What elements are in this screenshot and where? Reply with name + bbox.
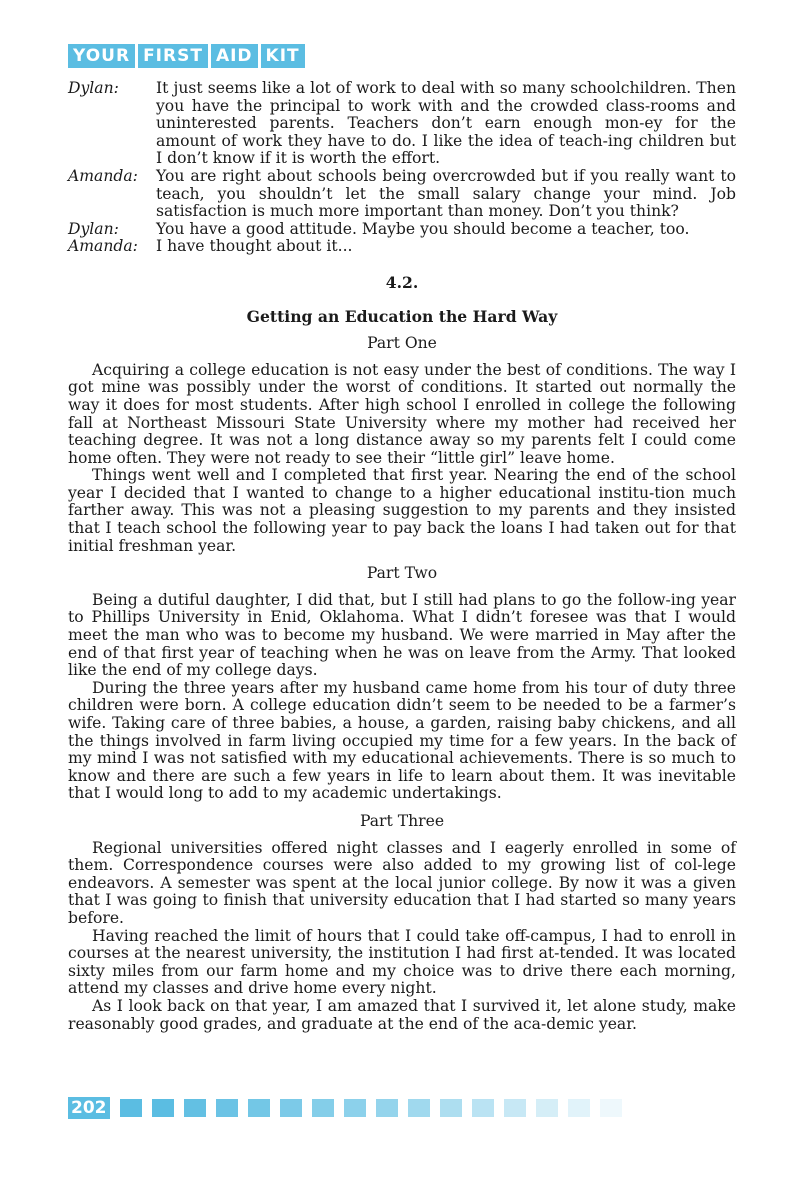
part-heading: Part Three [359,811,445,830]
decorative-square [344,1099,366,1117]
header-word: YOUR [68,44,135,68]
paragraph: During the three years after my husband came home from his tour of duty three children were born. A college education didn’t seem to be needed to be a farmer’s wife. Taking care of three babies, a house, a garden, raising baby chickens, and all the things involved in farm living occupied my time for a few years. In the back of my mind I was not satisfied with my educational achievements. There is so much to know and there are such a few years in life to learn about them. It was inevitable that I would long to add to my academic undertakings. [68,678,736,803]
decorative-square [600,1099,622,1117]
paragraph: Regional universities offered night classes and I eagerly enrolled in some of them. Correspondence courses were also added to my growing list of col-lege endeavors. A semester was spent at the local junior college. By now it was a given that I was going to finish that university education that I had started so many years before. [68,838,736,927]
section-header [68,44,305,68]
decorative-square [120,1099,142,1117]
part-heading: Part Two [366,564,438,583]
part-heading: Part One [367,334,437,353]
page-number: 202 [68,1097,110,1119]
speaker-label: Dylan: [68,219,119,238]
speaker-label: Amanda: [68,237,138,256]
dialogue-line [68,221,736,239]
dialogue-text: I have thought about it... [156,237,353,256]
dialogue-text: You have a good attitude. Maybe you should become a teacher, too. [156,219,690,238]
decorative-square [280,1099,302,1117]
dialogue-line [68,238,736,256]
dialogue-line [68,80,736,168]
decorative-square [216,1099,238,1117]
dialogue-text: You are right about schools being overcrowded but if you really want to teach, you shouldn’t let the small salary change your mind. Job satisfaction is much more important than money. Don’t you think? [156,166,736,221]
decorative-square [408,1099,430,1117]
decorative-square [184,1099,206,1117]
decorative-square [568,1099,590,1117]
header-word: AID [211,44,258,68]
decorative-square [248,1099,270,1117]
paragraph: As I look back on that year, I am amazed that I survived it, let alone study, make reasonably good grades, and graduate at the end of the aca-demic year. [68,996,736,1033]
header-word: KIT [261,44,305,68]
decorative-square [472,1099,494,1117]
paragraph: Acquiring a college education is not easy under the best of conditions. The way I got mine was possibly under the worst of conditions. It started out normally the way it does for most students. After high school I enrolled in college the following fall at Northeast Missouri State University where my mother had received her teaching degree. It was not a long distance away so my parents felt I could come home often. They were not ready to see their “little girl” leave home. [68,360,736,467]
paragraph: Things went well and I completed that first year. Nearing the end of the school year I decided that I wanted to change to a higher educational institu-tion much farther away. This was not a pleasing suggestion to my parents and they insisted that I teach school the following year to pay back the loans I had taken out for that initial freshman year. [68,466,736,555]
section-number: 4.2. [385,272,419,292]
header-word: FIRST [138,44,208,68]
paragraph: Being a dutiful daughter, I did that, but I still had plans to go the follow-ing year to Phillips University in Enid, Oklahoma. What I didn’t foresee was that I would meet the man who was to become my husband. We were married in May after the end of that first year of teaching when he was on leave from the Army. That looked like the end of my college days. [68,590,736,680]
page-footer [68,1097,622,1119]
section-title: Getting an Education the Hard Way [246,306,558,326]
decorative-square [504,1099,526,1117]
speaker-label: Dylan: [68,79,119,97]
decorative-square [440,1099,462,1117]
speaker-label: Amanda: [68,166,138,185]
dialogue-line [68,168,736,221]
decorative-square [312,1099,334,1117]
page-content [68,80,736,1033]
paragraph: Having reached the limit of hours that I could take off-campus, I had to enroll in courses at the nearest university, the institution I had first at-tended. It was located sixty miles from our farm home and my choice was to drive there each morning, attend my classes and drive home every night. [68,926,736,998]
decorative-square [376,1099,398,1117]
decorative-square [536,1099,558,1117]
dialogue-text: It just seems like a lot of work to deal with so many schoolchildren. Then you have the principal to work with and the crowded class-rooms and uninterested parents. Teachers don’t earn enough mon-ey for the amount of work they have to do. I like the idea of teach-ing children but I don’t know if it is worth the effort. [156,79,736,168]
decorative-square [152,1099,174,1117]
